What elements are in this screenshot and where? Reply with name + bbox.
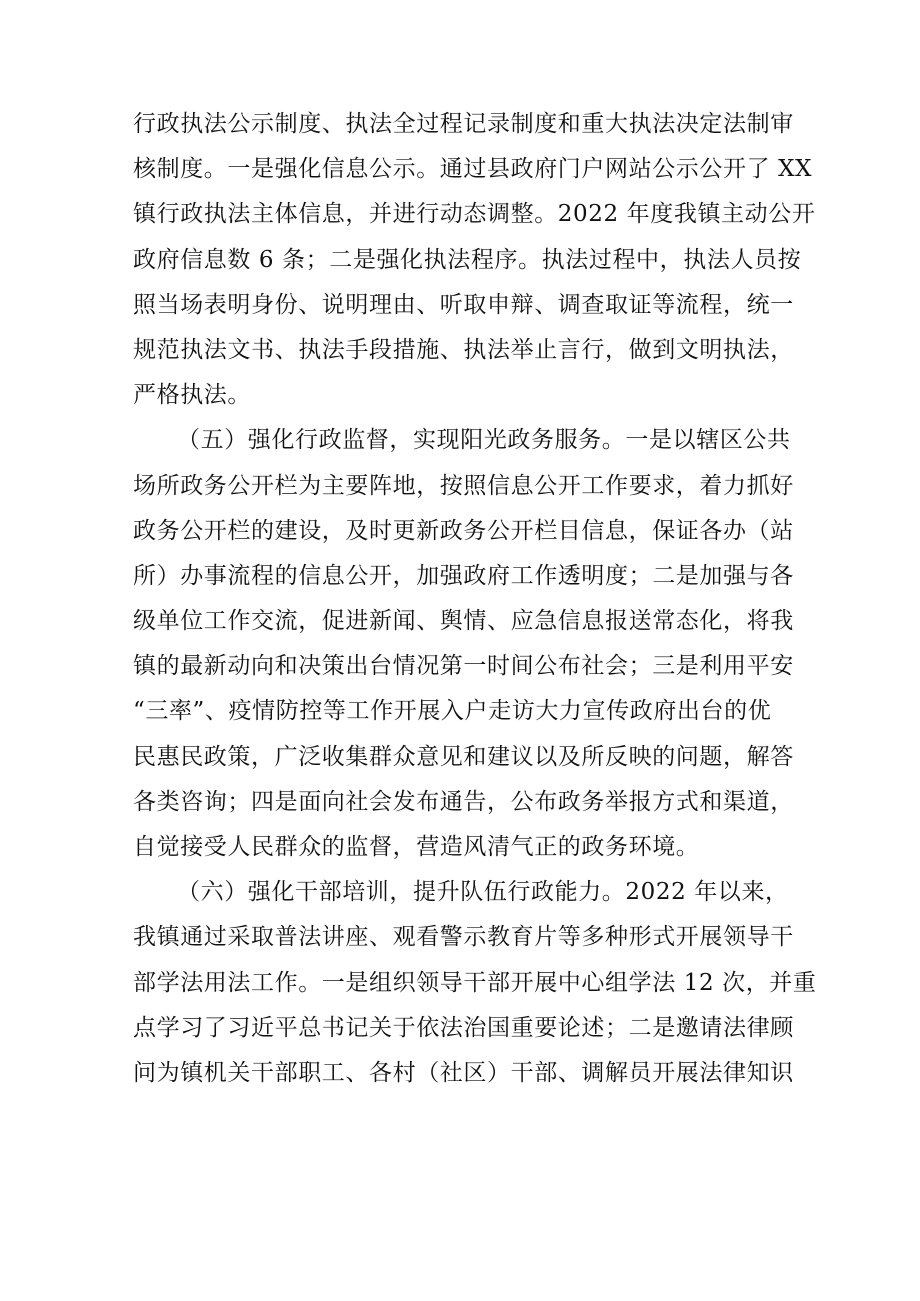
paragraph-line: 部学法用法工作。一是组织领导干部开展中心组学法 12 次，并重 xyxy=(133,969,817,996)
paragraph-line: 规范执法文书、执法手段措施、执法举止言行，做到文明执法， xyxy=(133,336,794,363)
paragraph-line: 核制度。一是强化信息公示。通过县政府门户网站公示公开了 XX xyxy=(133,156,813,183)
paragraph-line: 政务公开栏的建设，及时更新政务公开栏目信息，保证各办（站 xyxy=(133,517,794,544)
paragraph-line: 严格执法。 xyxy=(133,382,251,409)
paragraph-line: 镇的最新动向和决策出台情况第一时间公布社会；三是利用平安 xyxy=(133,653,794,680)
paragraph-line: 自觉接受人民群众的监督，营造风清气正的政务环境。 xyxy=(133,834,700,860)
paragraph-line: 镇行政执法主体信息，并进行动态调整。2022 年度我镇主动公开 xyxy=(133,201,816,228)
document-body xyxy=(133,102,817,1096)
section-heading-line: （六）强化干部培训，提升队伍行政能力。2022 年以来， xyxy=(177,879,789,906)
paragraph-line: 我镇通过采取普法讲座、观看警示教育片等多种形式开展领导干 xyxy=(133,924,794,951)
paragraph-line: 照当场表明身份、说明理由、听取申辩、调查取证等流程，统一 xyxy=(133,291,794,318)
paragraph-line: 政府信息数 6 条；二是强化执法程序。执法过程中，执法人员按 xyxy=(133,246,802,273)
paragraph-line: 所）办事流程的信息公开，加强政府工作透明度；二是加强与各 xyxy=(133,562,794,589)
paragraph-line: 行政执法公示制度、执法全过程记录制度和重大执法决定法制审 xyxy=(133,111,794,137)
paragraph-line: 场所政务公开栏为主要阵地，按照信息公开工作要求，着力抓好 xyxy=(133,472,794,499)
paragraph-line: 各类咨询；四是面向社会发布通告，公布政务举报方式和渠道， xyxy=(133,788,794,815)
paragraph-line: “三率”、疫情防控等工作开展入户走访大力宣传政府出台的优 xyxy=(133,698,772,725)
paragraph-line: 问为镇机关干部职工、各村（社区）干部、调解员开展法律知识 xyxy=(133,1059,794,1086)
paragraph-line: 级单位工作交流，促进新闻、舆情、应急信息报送常态化，将我 xyxy=(133,608,794,635)
section-heading-line: （五）强化行政监督，实现阳光政务服务。一是以辖区公共 xyxy=(177,427,791,454)
paragraph-line: 点学习了习近平总书记关于依法治国重要论述；二是邀请法律顾 xyxy=(133,1014,794,1041)
paragraph-line: 民惠民政策，广泛收集群众意见和建议以及所反映的问题，解答 xyxy=(133,743,794,770)
